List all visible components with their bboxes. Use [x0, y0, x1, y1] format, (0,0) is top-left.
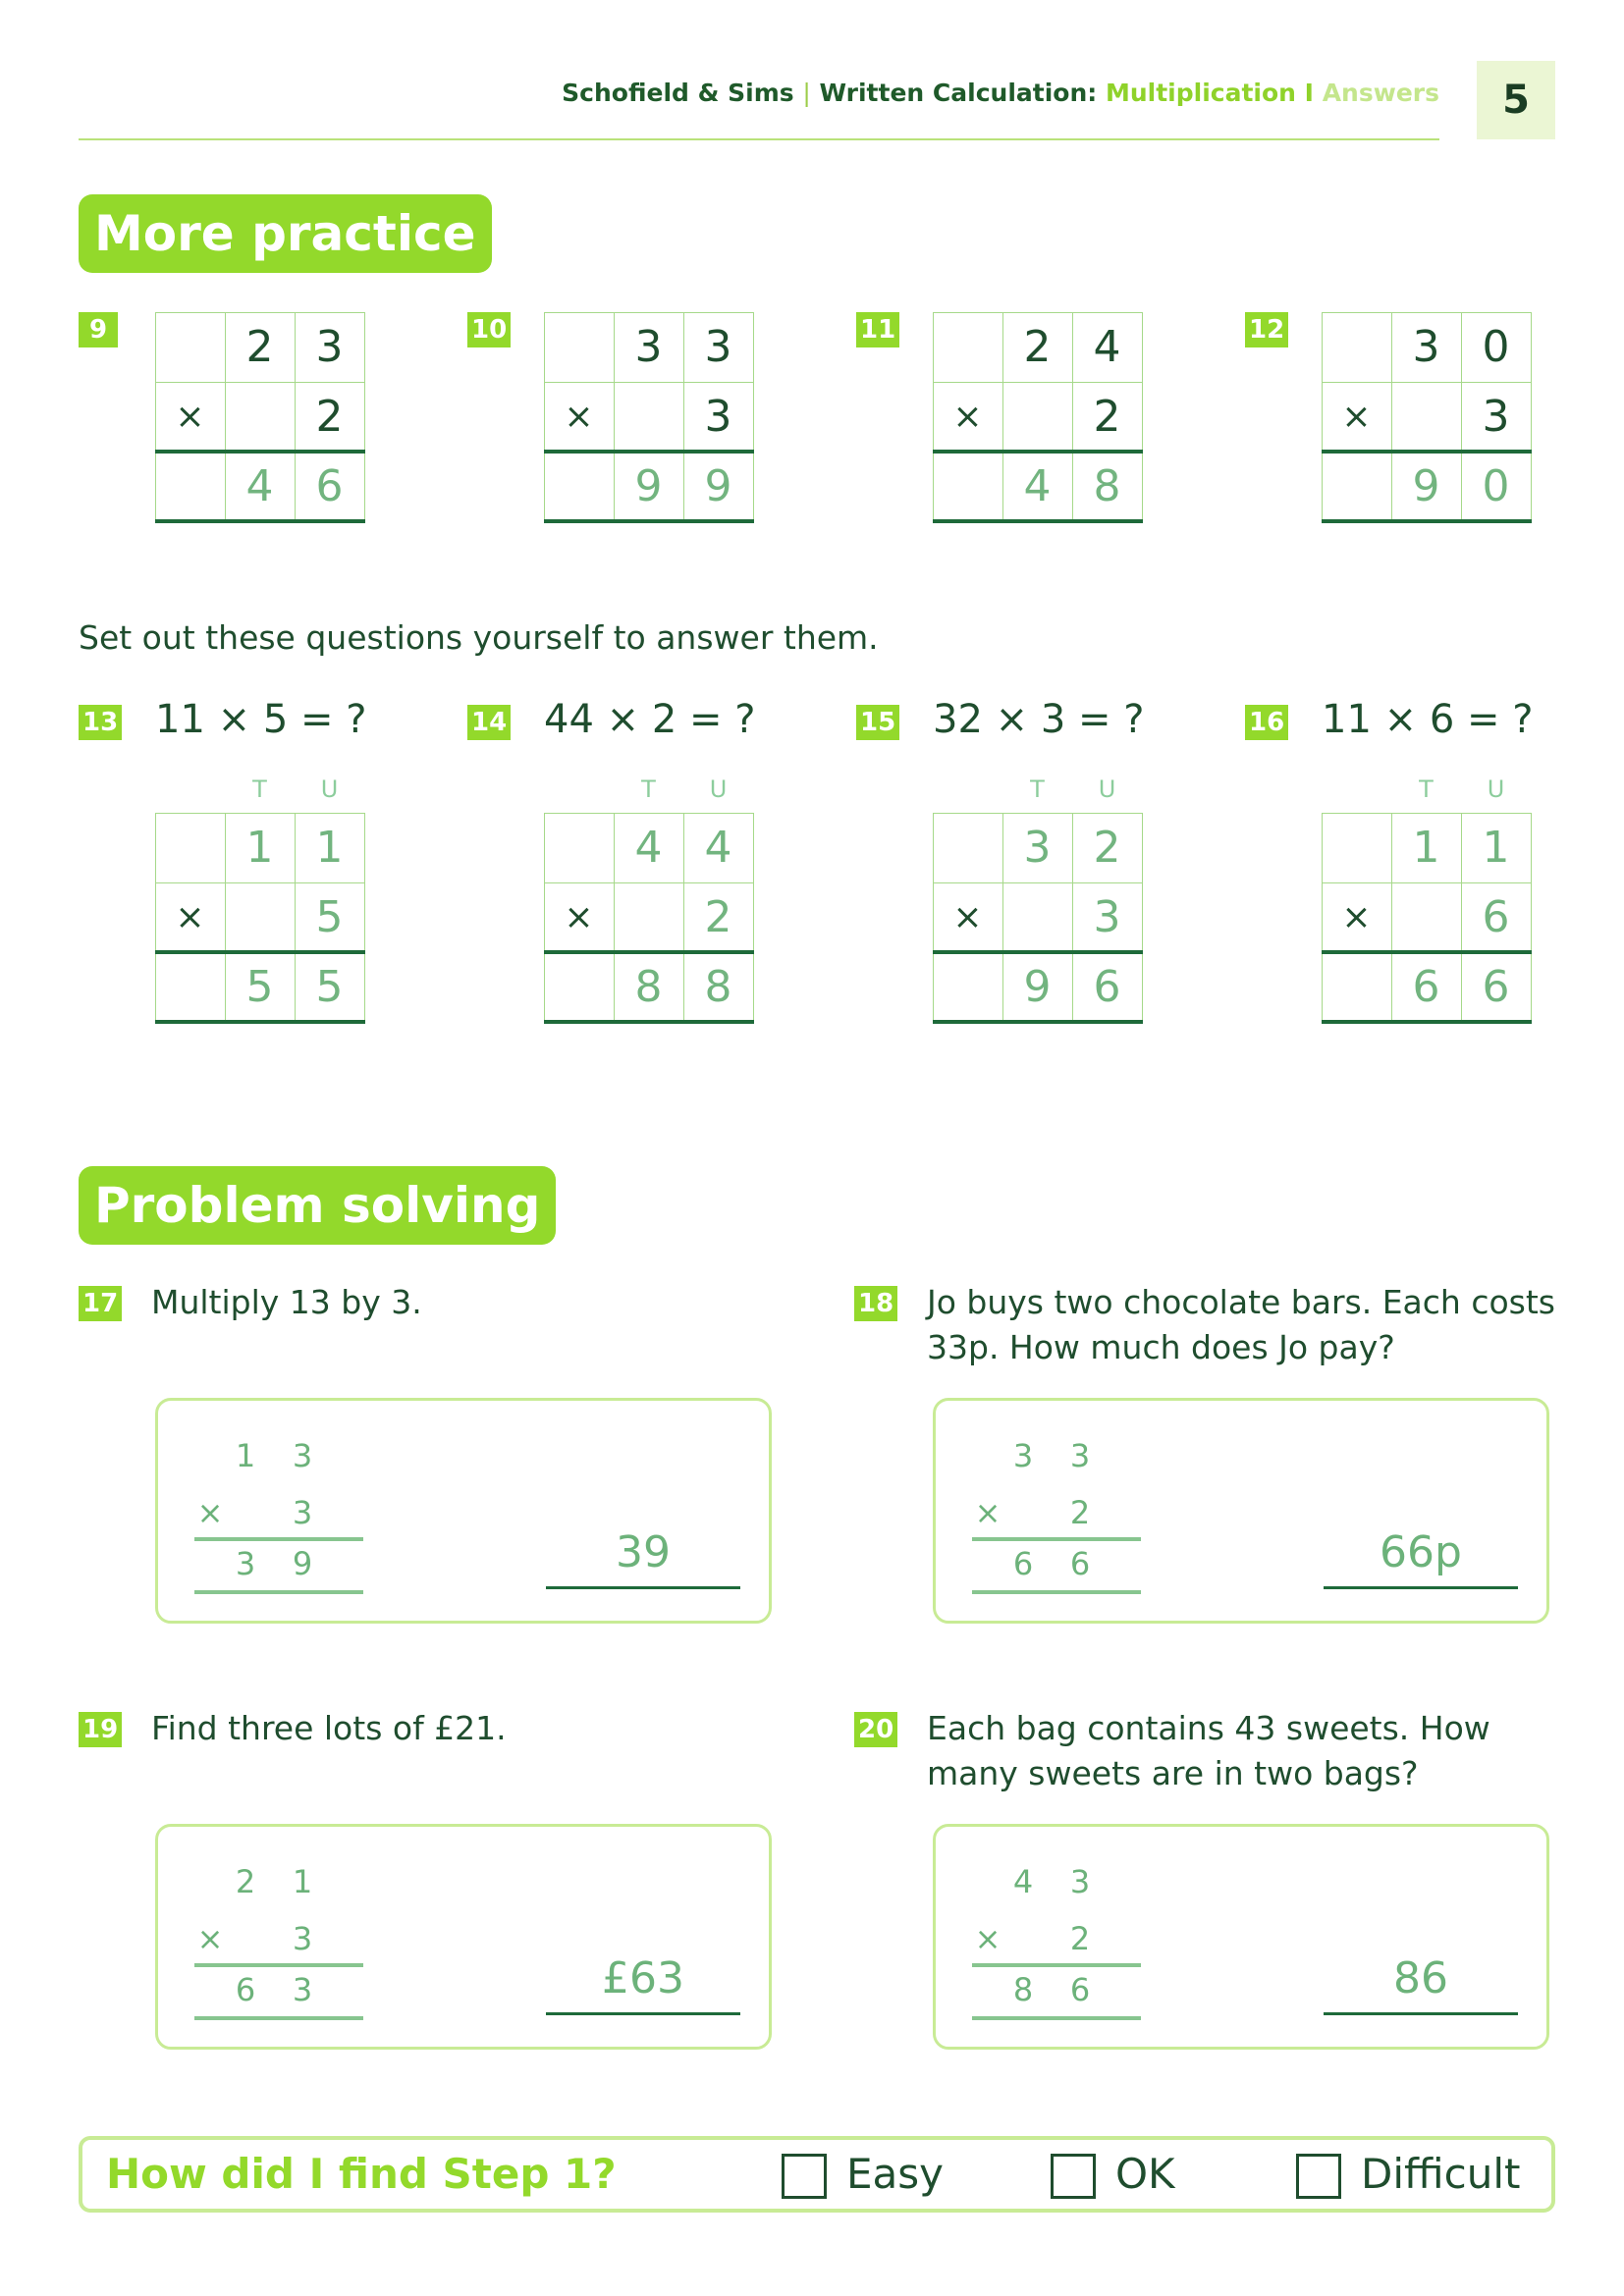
- question-text: 11 × 5 = ?: [155, 697, 367, 742]
- header-separator: |: [802, 79, 811, 107]
- question-number-badge: 15: [856, 705, 899, 740]
- header-title: [562, 79, 1439, 107]
- multiply-sign: ×: [564, 897, 594, 937]
- grid-digit: 4: [245, 461, 274, 511]
- working-digit: 3: [1012, 1437, 1034, 1474]
- grid-line: [753, 813, 754, 1023]
- multiply-sign: ×: [564, 397, 594, 437]
- working-digit: 6: [1069, 1545, 1091, 1582]
- multiplication-grid: [155, 813, 365, 1023]
- answer-line: [1324, 2012, 1518, 2015]
- grid-digit: 1: [1412, 823, 1440, 873]
- grid-digit: 8: [1093, 461, 1121, 511]
- grid-digit: 6: [1482, 892, 1510, 942]
- working-digit: 3: [292, 1437, 313, 1474]
- units-label: U: [320, 775, 339, 803]
- grid-digit: 3: [1482, 392, 1510, 442]
- grid-digit: [933, 452, 1002, 521]
- working-digit: 1: [235, 1437, 256, 1474]
- tens-label: T: [1030, 775, 1045, 803]
- multiplication-grid: [544, 312, 754, 522]
- grid-digit: 4: [1093, 322, 1121, 372]
- grid-digit: 1: [245, 823, 274, 873]
- grid-digit: [1322, 813, 1391, 882]
- easy-label: Easy: [846, 2150, 945, 2198]
- question-number-badge: 11: [856, 312, 899, 347]
- multiplication-grid: [544, 813, 754, 1023]
- grid-digit: 6: [315, 461, 344, 511]
- setout-instruction: Set out these questions yourself to answer them.: [79, 618, 879, 657]
- question-number-badge: 12: [1245, 312, 1288, 347]
- working-digit: 3: [292, 1494, 313, 1531]
- question-text: 32 × 3 = ?: [933, 697, 1145, 742]
- grid-digit: 3: [704, 322, 732, 372]
- header-divider: [79, 138, 1439, 140]
- easy-checkbox[interactable]: [782, 2154, 827, 2199]
- tens-label: T: [641, 775, 656, 803]
- working-digit: 3: [292, 1971, 313, 2008]
- multiply-sign: ×: [952, 897, 983, 937]
- answer-line: [546, 2012, 740, 2015]
- question-number-badge: 13: [79, 705, 122, 740]
- problem-solving-heading: Problem solving: [79, 1166, 556, 1245]
- ok-checkbox[interactable]: [1051, 2154, 1096, 2199]
- multiply-sign: ×: [952, 397, 983, 437]
- grid-digit: 9: [1023, 962, 1052, 1012]
- final-answer: 66p: [1380, 1527, 1462, 1577]
- grid-digit: 9: [1412, 461, 1440, 511]
- grid-digit: 0: [1482, 461, 1510, 511]
- tens-label: T: [252, 775, 267, 803]
- grid-digit: 2: [1093, 823, 1121, 873]
- problem-text: Find three lots of £21.: [151, 1709, 507, 1747]
- grid-digit: 5: [315, 962, 344, 1012]
- grid-digit: 4: [634, 823, 663, 873]
- grid-digit: [225, 382, 295, 452]
- grid-digit: 3: [634, 322, 663, 372]
- grid-digit: [225, 882, 295, 952]
- question-number-badge: 20: [854, 1712, 897, 1747]
- question-number-badge: 16: [1245, 705, 1288, 740]
- multiplication-grid: [933, 312, 1143, 522]
- working-line: [972, 1537, 1141, 1541]
- grid-digit: [1322, 952, 1391, 1022]
- grid-digit: [1322, 452, 1391, 521]
- working-digit: 6: [1069, 1971, 1091, 2008]
- question-number-badge: 14: [467, 705, 511, 740]
- grid-digit: 5: [245, 962, 274, 1012]
- grid-digit: [544, 813, 614, 882]
- question-number-badge: 17: [79, 1286, 122, 1321]
- grid-line: [364, 813, 365, 1023]
- grid-digit: [933, 312, 1002, 382]
- grid-digit: [614, 882, 683, 952]
- grid-digit: 4: [704, 823, 732, 873]
- grid-line: [1531, 312, 1532, 522]
- working-line: [972, 1590, 1141, 1594]
- units-label: U: [1487, 775, 1505, 803]
- question-text: 11 × 6 = ?: [1322, 697, 1534, 742]
- multiplication-grid: [155, 312, 365, 522]
- grid-digit: [155, 952, 225, 1022]
- multiply-sign: ×: [196, 1920, 224, 1957]
- grid-digit: [544, 312, 614, 382]
- grid-digit: [155, 813, 225, 882]
- grid-digit: 9: [704, 461, 732, 511]
- grid-digit: 6: [1482, 962, 1510, 1012]
- working-digit: 9: [292, 1545, 313, 1582]
- multiplication-grid: [933, 813, 1143, 1023]
- question-number-badge: 18: [854, 1286, 897, 1321]
- grid-digit: 4: [1023, 461, 1052, 511]
- working-digit: 2: [1069, 1494, 1091, 1531]
- self-assessment-question: How did I find Step 1?: [106, 2150, 617, 2198]
- multiply-sign: ×: [1341, 397, 1372, 437]
- grid-digit: [544, 452, 614, 521]
- problem-text: Multiply 13 by 3.: [151, 1283, 422, 1321]
- units-label: U: [1098, 775, 1116, 803]
- working-digit: 4: [1012, 1863, 1034, 1900]
- grid-digit: 6: [1093, 962, 1121, 1012]
- grid-digit: 2: [704, 892, 732, 942]
- question-number-badge: 10: [467, 312, 511, 347]
- grid-line: [753, 312, 754, 522]
- grid-digit: [155, 452, 225, 521]
- grid-digit: [544, 952, 614, 1022]
- grid-digit: [933, 813, 1002, 882]
- grid-digit: [1391, 882, 1461, 952]
- grid-digit: 2: [1023, 322, 1052, 372]
- grid-digit: [155, 312, 225, 382]
- question-number-badge: 19: [79, 1712, 122, 1747]
- grid-digit: 3: [1093, 892, 1121, 942]
- header-separator-2: I: [1304, 79, 1314, 107]
- grid-digit: 2: [245, 322, 274, 372]
- question-number-badge: 9: [79, 312, 118, 347]
- answers-label: Answers: [1322, 79, 1439, 107]
- grid-line: [1142, 312, 1143, 522]
- working-digit: 8: [1012, 1971, 1034, 2008]
- grid-digit: 5: [315, 892, 344, 942]
- page-number: 5: [1477, 61, 1555, 139]
- multiplication-grid: [1322, 813, 1532, 1023]
- working-line: [194, 1590, 363, 1594]
- working-line: [194, 1537, 363, 1541]
- ok-label: OK: [1115, 2150, 1175, 2198]
- grid-digit: 3: [1412, 322, 1440, 372]
- working-digit: 6: [1012, 1545, 1034, 1582]
- answer-line: [1324, 1586, 1518, 1589]
- grid-digit: [614, 382, 683, 452]
- answer-line: [546, 1586, 740, 1589]
- grid-digit: [1322, 312, 1391, 382]
- working-line: [972, 1963, 1141, 1967]
- grid-digit: [1002, 382, 1072, 452]
- grid-digit: 0: [1482, 322, 1510, 372]
- final-answer: 39: [616, 1527, 671, 1577]
- grid-digit: [933, 952, 1002, 1022]
- more-practice-heading: More practice: [79, 194, 492, 273]
- working-line: [194, 1963, 363, 1967]
- grid-digit: 8: [634, 962, 663, 1012]
- working-digit: 3: [1069, 1437, 1091, 1474]
- working-digit: 2: [1069, 1920, 1091, 1957]
- difficult-label: Difficult: [1361, 2150, 1521, 2198]
- working-digit: 6: [235, 1971, 256, 2008]
- grid-digit: 1: [1482, 823, 1510, 873]
- multiply-sign: ×: [974, 1920, 1001, 1957]
- grid-digit: [1002, 882, 1072, 952]
- multiply-sign: ×: [175, 397, 205, 437]
- multiply-sign: ×: [974, 1494, 1001, 1531]
- tens-label: T: [1419, 775, 1434, 803]
- grid-digit: 2: [1093, 392, 1121, 442]
- grid-digit: 3: [315, 322, 344, 372]
- grid-digit: [1391, 382, 1461, 452]
- problem-text: Jo buys two chocolate bars. Each costs 33p. How much does Jo pay?: [927, 1283, 1555, 1366]
- grid-digit: 3: [1023, 823, 1052, 873]
- book-topic: Multiplication: [1105, 79, 1296, 107]
- working-digit: 3: [235, 1545, 256, 1582]
- grid-digit: 1: [315, 823, 344, 873]
- difficult-checkbox[interactable]: [1296, 2154, 1341, 2199]
- final-answer: £63: [602, 1953, 684, 2003]
- book-title: Written Calculation:: [819, 79, 1098, 107]
- problem-text: Each bag contains 43 sweets. How many sweets are in two bags?: [927, 1709, 1490, 1792]
- working-digit: 3: [292, 1920, 313, 1957]
- units-label: U: [709, 775, 728, 803]
- grid-digit: 2: [315, 392, 344, 442]
- grid-line: [364, 312, 365, 522]
- grid-line: [1142, 813, 1143, 1023]
- series-name: Schofield & Sims: [562, 79, 794, 107]
- working-line: [194, 2016, 363, 2020]
- grid-digit: 8: [704, 962, 732, 1012]
- multiply-sign: ×: [1341, 897, 1372, 937]
- multiplication-grid: [1322, 312, 1532, 522]
- working-digit: 3: [1069, 1863, 1091, 1900]
- multiply-sign: ×: [196, 1494, 224, 1531]
- grid-digit: 6: [1412, 962, 1440, 1012]
- multiply-sign: ×: [175, 897, 205, 937]
- working-line: [972, 2016, 1141, 2020]
- working-digit: 1: [292, 1863, 313, 1900]
- final-answer: 86: [1393, 1953, 1448, 2003]
- grid-digit: 3: [704, 392, 732, 442]
- working-digit: 2: [235, 1863, 256, 1900]
- question-text: 44 × 2 = ?: [544, 697, 756, 742]
- grid-line: [1531, 813, 1532, 1023]
- grid-digit: 9: [634, 461, 663, 511]
